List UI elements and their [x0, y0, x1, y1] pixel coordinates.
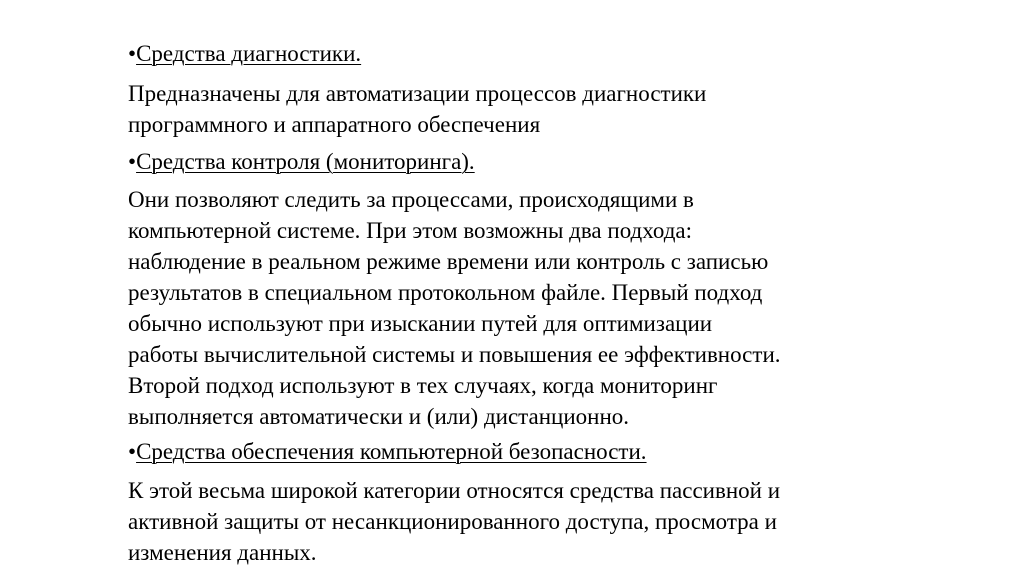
section-3-paragraph — [128, 475, 928, 568]
paragraph-line: работы вычислительной системы и повышения ее эффективности. — [128, 342, 781, 367]
section-3-title: Средства обеспечения компьютерной безопасности. — [136, 439, 647, 464]
paragraph-line: программного и аппаратного обеспечения — [128, 112, 541, 137]
bullet: • — [128, 439, 137, 464]
section-1-heading — [128, 38, 928, 69]
section-2-heading — [128, 146, 928, 177]
paragraph-line: наблюдение в реальном режиме времени или контроль с записью — [128, 249, 769, 274]
section-1-title: Средства диагностики. — [136, 41, 362, 66]
paragraph-line: компьютерной системе. При этом возможны два подхода: — [128, 218, 693, 243]
section-2-title: Средства контроля (мониторинга). — [136, 149, 475, 174]
bullet: • — [128, 41, 137, 66]
paragraph-line: результатов в специальном протокольном файле. Первый подход — [128, 280, 763, 305]
paragraph-line: обычно используют при изыскании путей для оптимизации — [128, 311, 713, 336]
paragraph-line: Предназначены для автоматизации процессов диагностики — [128, 81, 707, 106]
paragraph-line: активной защиты от несанкционированного доступа, просмотра и — [128, 509, 777, 534]
paragraph-line: К этой весьма широкой категории относятся средства пассивной и — [128, 478, 780, 503]
paragraph-line: выполняется автоматически и (или) дистанционно. — [128, 404, 630, 429]
section-1-paragraph — [128, 78, 928, 140]
paragraph-line: Второй подход используют в тех случаях, когда мониторинг — [128, 373, 718, 398]
paragraph-line: Они позволяют следить за процессами, происходящими в — [128, 187, 694, 212]
paragraph-line: изменения данных. — [128, 540, 317, 565]
bullet: • — [128, 149, 137, 174]
section-2-paragraph — [128, 184, 928, 432]
section-3-heading — [128, 436, 928, 467]
